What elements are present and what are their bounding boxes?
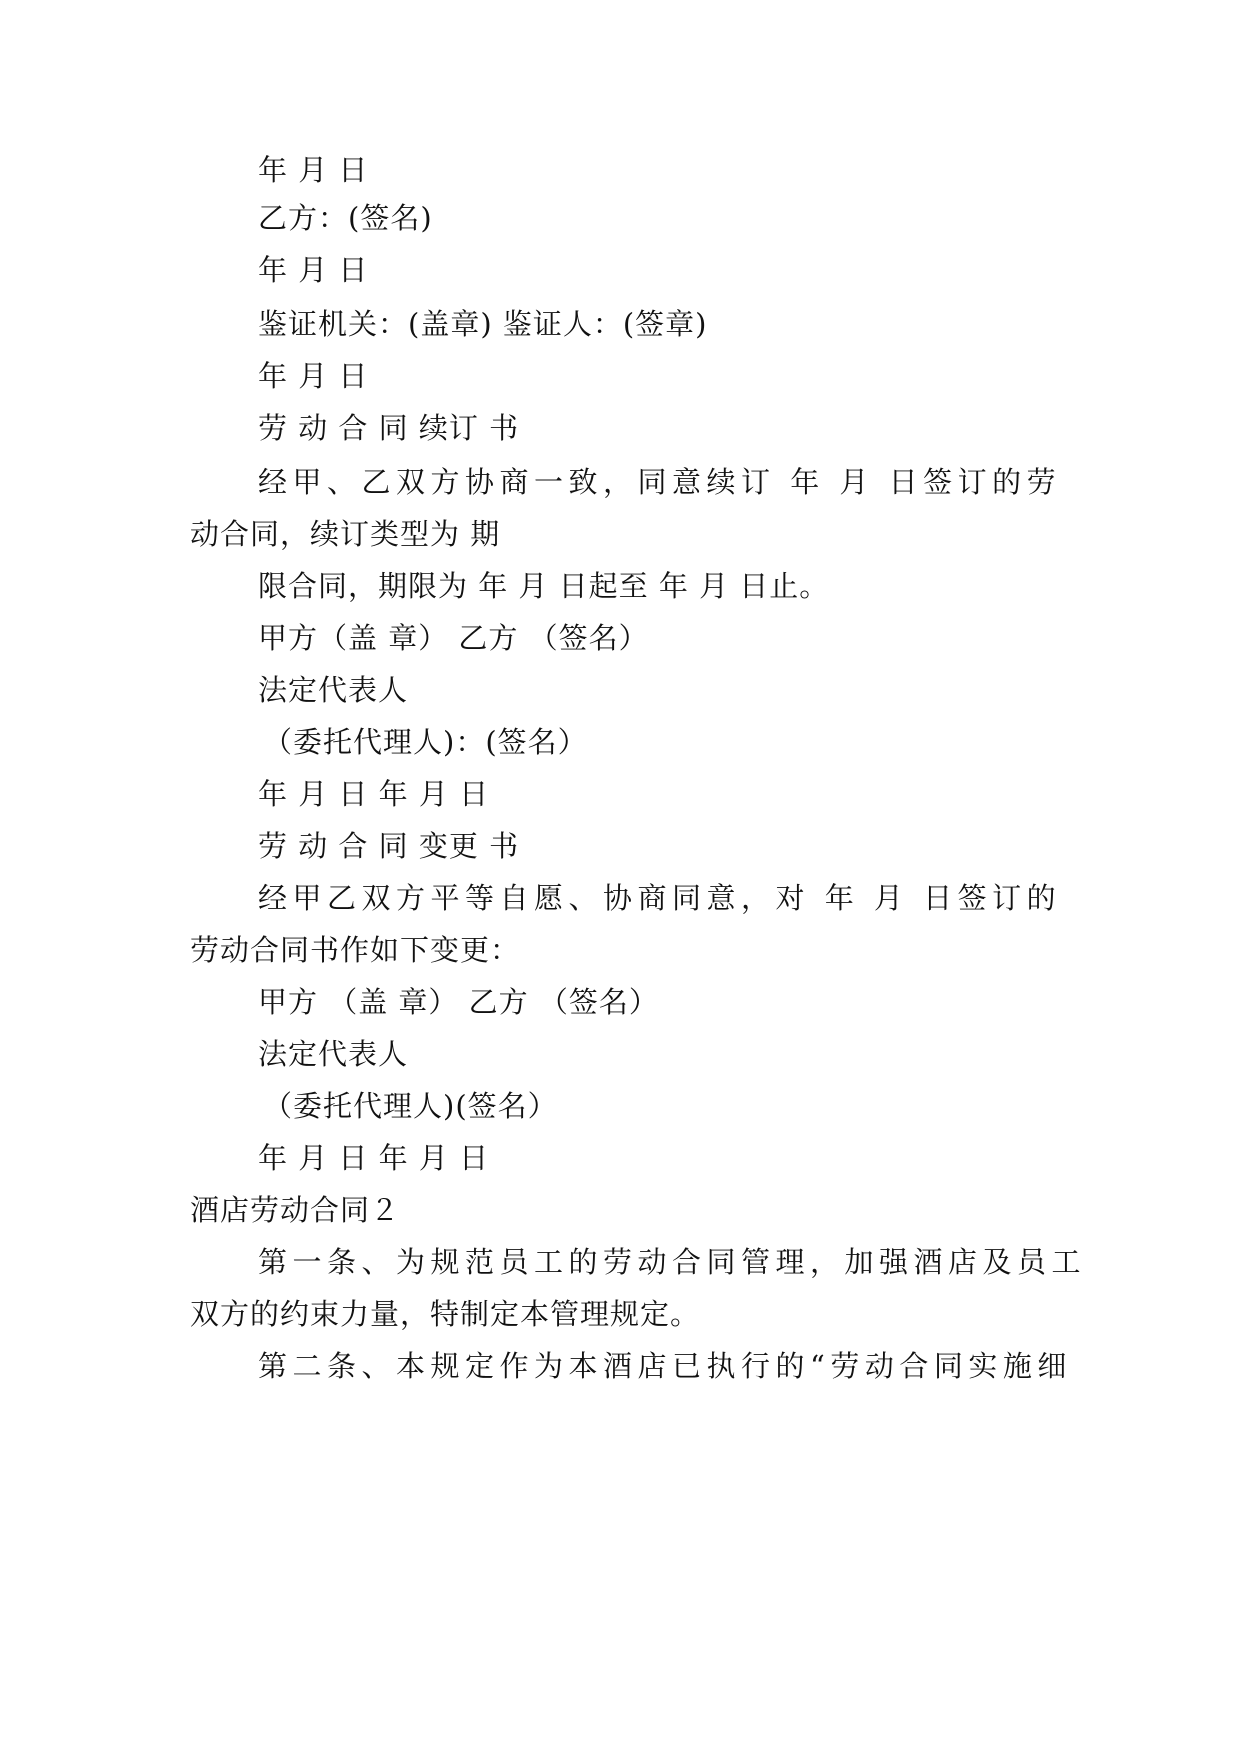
date-line: 年 月 日 — [258, 153, 369, 187]
agent-signature-line: （委托代理人)：(签名） — [263, 725, 588, 759]
parties-signature-line: 甲方 （盖 章） 乙方 （签名） — [258, 985, 659, 1019]
section-title: 酒店劳动合同２ — [190, 1193, 401, 1227]
date-line: 年 月 日 年 月 日 — [258, 777, 490, 811]
agent-signature-line: （委托代理人)(签名） — [263, 1089, 558, 1123]
renewal-term-line: 限合同，期限为 年 月 日起至 年 月 日止。 — [258, 569, 830, 603]
renewal-paragraph-line: 动合同，续订类型为 期 — [190, 517, 501, 551]
party-b-signature-line: 乙方：(签名) — [258, 201, 433, 235]
date-line: 年 月 日 — [258, 359, 369, 393]
article-two-line: 第二条、本规定作为本酒店已执行的“劳动合同实施细 — [258, 1349, 1072, 1383]
legal-representative-label: 法定代表人 — [258, 1037, 409, 1071]
parties-signature-line: 甲方（盖 章） 乙方 （签名） — [258, 621, 649, 655]
authentication-line: 鉴证机关：(盖章) 鉴证人：(签章) — [258, 307, 708, 341]
renewal-paragraph-line: 经甲、乙双方协商一致，同意续订 年 月 日签订的劳 — [258, 465, 1062, 499]
date-line: 年 月 日 — [258, 253, 369, 287]
amendment-heading: 劳 动 合 同 变更 书 — [258, 829, 520, 863]
article-one-line: 双方的约束力量，特制定本管理规定。 — [190, 1297, 701, 1331]
amendment-paragraph-line: 劳动合同书作如下变更： — [190, 933, 521, 967]
amendment-paragraph-line: 经甲乙双方平等自愿、协商同意，对 年 月 日签订的 — [258, 881, 1062, 915]
renewal-heading: 劳 动 合 同 续订 书 — [258, 411, 520, 445]
legal-representative-label: 法定代表人 — [258, 673, 409, 707]
article-one-line: 第一条、为规范员工的劳动合同管理，加强酒店及员工 — [258, 1245, 1087, 1279]
date-line: 年 月 日 年 月 日 — [258, 1141, 490, 1175]
